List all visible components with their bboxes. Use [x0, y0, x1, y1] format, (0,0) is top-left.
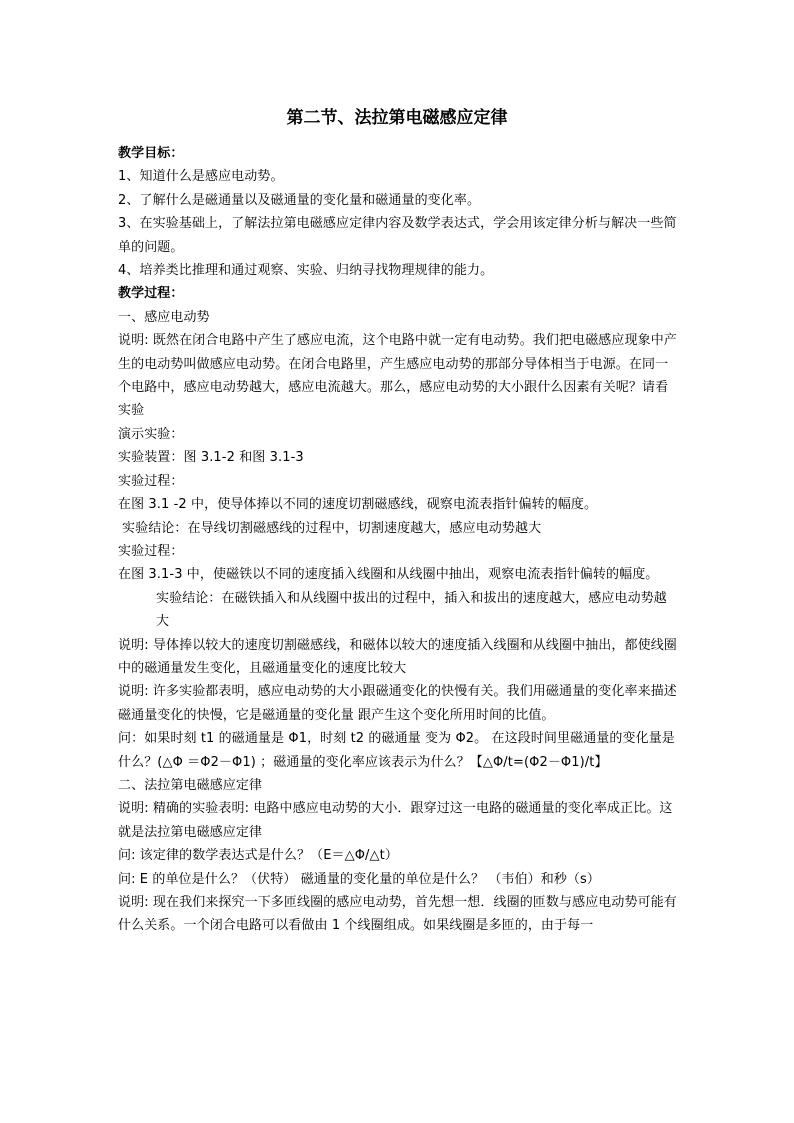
paragraph: 在图 3.1-3 中，使磁铁以不同的速度插入线圈和从线圈中抽出，观察电流表指针偏转的幅度。 [118, 567, 659, 583]
paragraph: 2、了解什么是磁通量以及磁通量的变化量和磁通量的变化率。 [118, 192, 481, 208]
document-body [118, 142, 678, 938]
paragraph: 一、感应电动势 [118, 309, 210, 325]
paragraph: 1、知道什么是感应电动势。 [118, 169, 284, 185]
paragraph: 实验过程： [118, 543, 184, 559]
paragraph: 二、法拉第电磁感应定律 [118, 777, 263, 793]
paragraph: 演示实验： [118, 426, 184, 442]
paragraph: 说明: 导体捧以较大的速度切割磁感线，和磁体以较大的速度插入线圈和从线圈中抽出，都使线圈中的磁通量发生变化，且磁通量变化的速度比较大 [118, 637, 677, 676]
section-heading: 教学目标： [118, 146, 184, 161]
paragraph: 问: E 的单位是什么？（伏特） 磁通量的变化量的单位是什么？ （韦伯）和秒（s） [118, 871, 600, 887]
paragraph: 实验结论：在磁铁插入和从线圈中拔出的过程中，插入和拔出的速度越大，感应电动势越大 [156, 590, 667, 630]
paragraph: 说明: 现在我们来探究一下多匝线圈的感应电动势，首先想一想．线圈的匝数与感应电动势可能有什么关系。一个闭合电路可以看做由 1 个线圈组成。如果线圈是多匝的，由于每一 [118, 895, 677, 934]
paragraph: 说明: 许多实验都表明，感应电动势的大小跟磁通变化的快慢有关。我们用磁通量的变化率来描述磁通量变化的快慢，它是磁通量的变化量 跟产生这个变化所用时间的比值。 [118, 684, 677, 723]
paragraph: 实验装置：图 3.1-2 和图 3.1-3 [118, 450, 304, 466]
paragraph: 实验过程： [118, 473, 184, 489]
paragraph: 问: 该定律的数学表达式是什么？（E＝△Φ/△t） [118, 848, 398, 864]
paragraph: 说明: 既然在闭合电路中产生了感应电流，这个电路中就一定有电动势。我们把电磁感应现象中产生的电动势叫做感应电动势。在闭合电路里，产生感应电动势的那部分导体相当于电源。在同一个电路中，感应电动势越大，感应电流越大。那么，感应电动势的大小跟什么因素有关呢？请看实验 [118, 333, 677, 419]
paragraph: 说明: 精确的实验表明: 电路中感应电动势的大小．跟穿过这一电路的磁通量的变化率成正比。这就是法拉第电磁感应定律 [118, 801, 673, 840]
paragraph: 问：如果时刻 t1 的磁通量是 Φ1，时刻 t2 的磁通量 变为 Φ2。 在这段时间里磁通量的变化量是什么？(△Φ ＝Φ2－Φ1) ；磁通量的变化率应该表示为什么？【△Φ/t=(Φ2－Φ1)/t】 [118, 731, 675, 770]
paragraph: 4、培养类比推理和通过观察、实验、归纳寻找物理规律的能力。 [118, 263, 494, 279]
page-title: 第二节、法拉第电磁感应定律 [286, 108, 508, 128]
section-heading: 教学过程： [118, 286, 184, 302]
paragraph: 实验结论：在导线切割磁感线的过程中，切割速度越大，感应电动势越大 [122, 520, 542, 536]
paragraph: 3、在实验基础上，了解法拉第电磁感应定律内容及数学表达式，学会用该定律分析与解决一些简单的问题。 [118, 216, 677, 255]
paragraph: 在图 3.1 -2 中，使导体捧以不同的速度切割磁感线，砚察电流表指针偏转的幅度。 [118, 497, 598, 513]
